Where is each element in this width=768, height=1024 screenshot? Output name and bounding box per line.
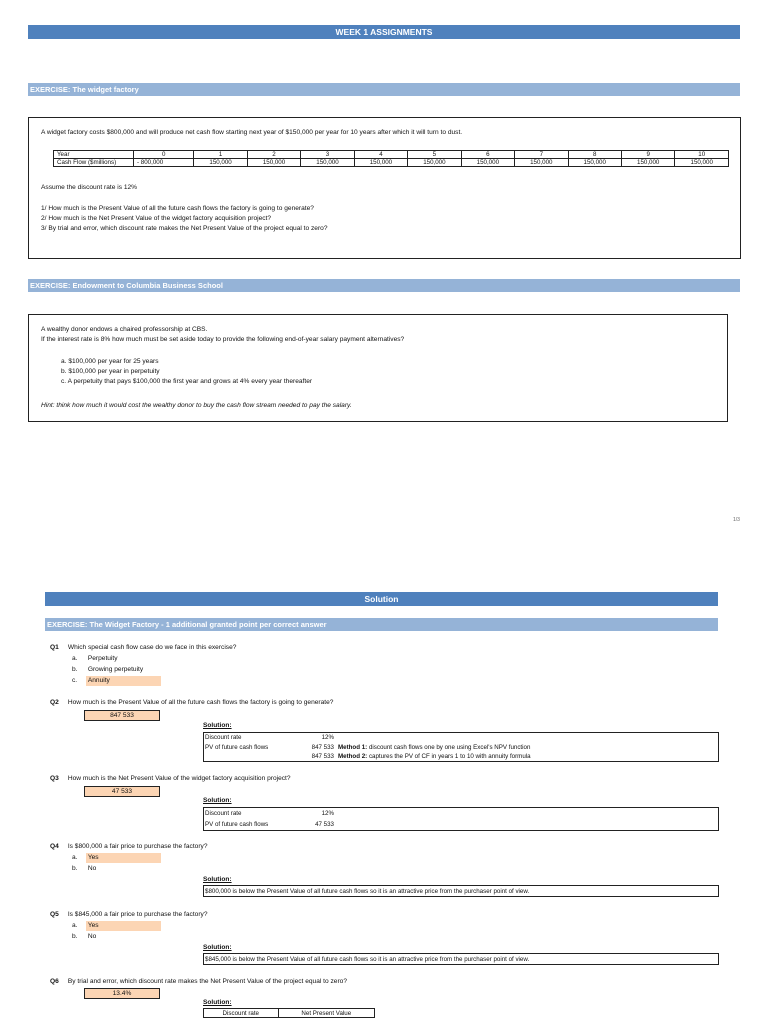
q3-text: How much is the Net Present Value of the widget factory acquisition project?	[67, 775, 291, 782]
q5-option-b-text: No	[87, 933, 97, 940]
q5-text: Is $845,000 a fair price to purchase the factory?	[67, 911, 208, 918]
q4-option-b-letter: b.	[72, 865, 78, 872]
year-cell: 10	[675, 151, 729, 159]
q3-row-2-value: 47 533	[315, 821, 334, 828]
q5-solution-label: Solution:	[203, 944, 232, 951]
q1-option-c[interactable]	[72, 676, 161, 686]
q1-option-c-text: Annuity	[86, 676, 161, 686]
cash-flow-cell: 150,000	[408, 159, 461, 167]
q5-option-b-letter: b.	[72, 933, 78, 940]
q3-number: Q3	[50, 775, 59, 782]
q4-solution-box	[203, 885, 719, 897]
cash-flow-cell: 150,000	[515, 159, 568, 167]
year-cell: 8	[568, 151, 621, 159]
q2-solution-box	[203, 732, 719, 762]
cash-flow-cell: 150,000	[301, 159, 354, 167]
exercise2-title-bar: EXERCISE: Endowment to Columbia Business School	[28, 279, 740, 292]
year-cell: 5	[408, 151, 461, 159]
q6-number: Q6	[50, 978, 59, 985]
q2-number: Q2	[50, 699, 59, 706]
exercise2-box	[28, 314, 728, 422]
q4-text: Is $800,000 a fair price to purchase the factory?	[67, 843, 208, 850]
year-cell: 1	[194, 151, 247, 159]
q1-option-b-text: Growing perpetuity	[87, 666, 144, 673]
q5-option-a-text: Yes	[86, 921, 161, 931]
q2-method-1-text: discount cash flows one by one using Excel's NPV function	[367, 744, 531, 751]
q4-number: Q4	[50, 843, 59, 850]
q2-row-2-note	[338, 743, 530, 752]
q4	[50, 842, 208, 851]
year-cell: 9	[621, 151, 674, 159]
q4-option-b-text: No	[87, 865, 97, 872]
cash-flow-cell: 150,000	[461, 159, 514, 167]
cash-flow-cell: 150,000	[247, 159, 300, 167]
q2-row-2-value: 847 533	[311, 744, 334, 751]
year-row	[54, 151, 729, 159]
q5-option-b[interactable]	[72, 932, 161, 942]
q6-discount-rate-table	[203, 1008, 375, 1018]
q2-solution-label: Solution:	[203, 722, 232, 729]
q4-option-b[interactable]	[72, 864, 161, 874]
q6-text: By trial and error, which discount rate makes the Net Present Value of the project equal to zero?	[67, 978, 348, 985]
solution-subheader: EXERCISE: The Widget Factory - 1 additional granted point per correct answer	[45, 618, 718, 631]
discount-assumption: Assume the discount rate is 12%	[41, 184, 138, 191]
q3	[50, 774, 291, 783]
cash-flow-cell: 150,000	[194, 159, 247, 167]
year-cell: 6	[461, 151, 514, 159]
q3-row-1-value: 12%	[321, 810, 334, 817]
exercise1-box	[28, 117, 741, 259]
q2-row-1-value: 12%	[321, 734, 334, 741]
cash-flow-cell: - 800,000	[134, 159, 194, 167]
q2-row-2-label: PV of future cash flows	[205, 744, 269, 751]
q4-solution-text: $800,000 is below the Present Value of all future cash flows so it is an attractive price from the purchaser point of view.	[205, 888, 530, 895]
q3-row-1-label: Discount rate	[205, 810, 242, 817]
year-cell: 7	[515, 151, 568, 159]
q4-option-a-letter: a.	[72, 854, 78, 861]
q1-option-a-letter: a.	[72, 655, 78, 662]
exercise2-option-c: c. A perpetuity that pays $100,000 the first year and grows at 4% every year thereafter	[61, 378, 313, 385]
q5-solution-text: $845,000 is below the Present Value of all future cash flows so it is an attractive price from the purchaser point of view.	[205, 956, 530, 963]
cash-flow-cell: 150,000	[354, 159, 407, 167]
exercise1-question-2: 2/ How much is the Net Present Value of the widget factory acquisition project?	[41, 215, 272, 222]
q3-solution-label: Solution:	[203, 797, 232, 804]
year-cell: 2	[247, 151, 300, 159]
exercise1-question-3: 3/ By trial and error, which discount rate makes the Net Present Value of the project equal to zero?	[41, 225, 328, 232]
year-label: Year	[54, 151, 134, 159]
cash-flow-label: Cash Flow ($millions)	[54, 159, 134, 167]
cash-flow-cell: 150,000	[568, 159, 621, 167]
q2	[50, 698, 333, 707]
q5-solution-box	[203, 953, 719, 965]
q1-text: Which special cash flow case do we face in this exercise?	[67, 644, 237, 651]
q3-solution-box	[203, 807, 719, 831]
cash-flow-table	[53, 150, 729, 167]
cash-flow-row	[54, 159, 729, 167]
exercise2-hint: Hint: think how much it would cost the wealthy donor to buy the cash flow stream needed to pay the salary.	[41, 402, 352, 409]
year-cell: 3	[301, 151, 354, 159]
q4-option-a-text: Yes	[86, 853, 161, 863]
q1-option-a-text: Perpetuity	[87, 655, 118, 662]
exercise2-option-a: a. $100,000 per year for 25 years	[61, 358, 159, 365]
page-number: 1/3	[733, 517, 740, 523]
q4-solution-label: Solution:	[203, 876, 232, 883]
q1-option-b[interactable]	[72, 665, 161, 675]
q4-option-a[interactable]	[72, 853, 161, 863]
q6-header-discount-rate: Discount rate	[204, 1009, 279, 1018]
q1-option-c-letter: c.	[72, 677, 78, 684]
q1-option-b-letter: b.	[72, 666, 78, 673]
q2-row-3-note	[338, 752, 531, 761]
cash-flow-cell: 150,000	[621, 159, 674, 167]
exercise2-option-b: b. $100,000 per year in perpetuity	[61, 368, 160, 375]
q3-answer: 47 533	[84, 786, 160, 797]
year-cell: 0	[134, 151, 194, 159]
q6-table-header-row	[204, 1009, 375, 1018]
q2-method-1-label: Method 1:	[338, 744, 368, 751]
q5-option-a[interactable]	[72, 921, 161, 931]
q3-row-2-label: PV of future cash flows	[205, 821, 269, 828]
q5-option-a-letter: a.	[72, 922, 78, 929]
exercise1-title-bar: EXERCISE: The widget factory	[28, 83, 740, 96]
q1	[50, 643, 236, 652]
solution-header: Solution	[45, 592, 718, 606]
exercise2-line-2: If the interest rate is 8% how much must be set aside today to provide the following end-of-year salary payment alternatives?	[41, 336, 405, 343]
q6	[50, 977, 347, 986]
q2-answer: 847 533	[84, 710, 160, 721]
exercise1-intro: A widget factory costs $800,000 and will produce net cash flow starting next year of $150,000 per year for 10 years after which it will turn to dust.	[41, 129, 463, 136]
week-header: WEEK 1 ASSIGNMENTS	[28, 25, 740, 39]
q2-row-3-value: 847 533	[311, 753, 334, 760]
q1-number: Q1	[50, 644, 59, 651]
exercise2-line-1: A wealthy donor endows a chaired professorship at CBS.	[41, 326, 208, 333]
q5	[50, 910, 208, 919]
q6-header-npv: Net Present Value	[278, 1009, 374, 1018]
q2-row-1-label: Discount rate	[205, 734, 242, 741]
exercise1-question-1: 1/ How much is the Present Value of all the future cash flows the factory is going to generate?	[41, 205, 314, 212]
q5-number: Q5	[50, 911, 59, 918]
q2-method-2-text: captures the PV of CF in years 1 to 10 with annuity formula	[367, 753, 531, 760]
q1-option-a[interactable]	[72, 654, 161, 664]
year-cell: 4	[354, 151, 407, 159]
cash-flow-cell: 150,000	[675, 159, 729, 167]
q6-answer: 13.4%	[84, 988, 160, 999]
q2-text: How much is the Present Value of all the future cash flows the factory is going to generate?	[67, 699, 334, 706]
q6-solution-label: Solution:	[203, 999, 232, 1006]
q2-method-2-label: Method 2:	[338, 753, 368, 760]
